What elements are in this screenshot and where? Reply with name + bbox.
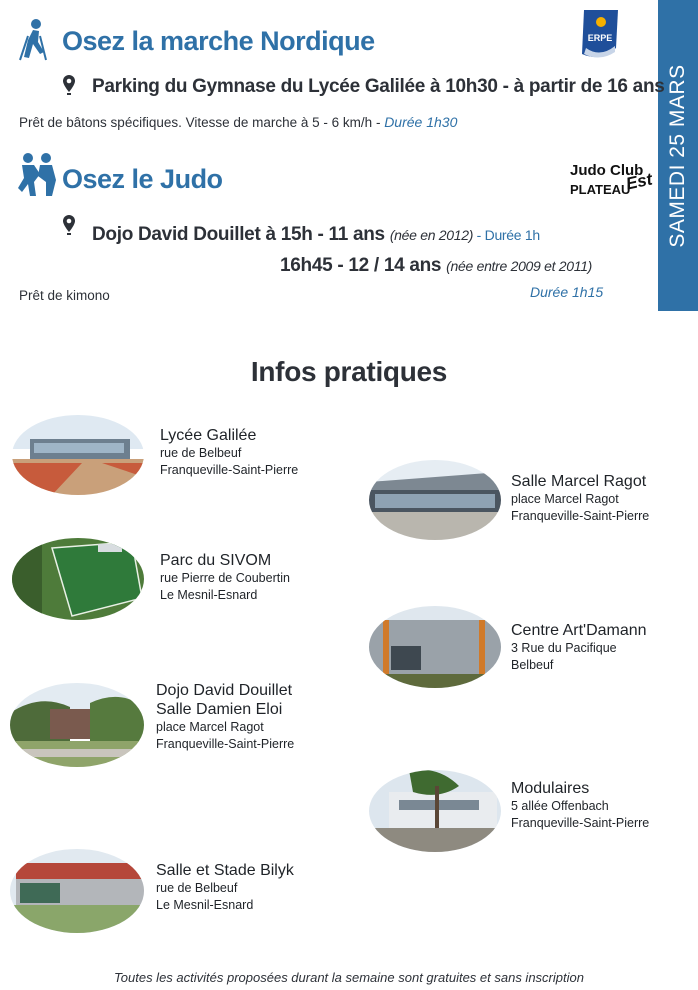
judo-session1-sep: -: [473, 227, 485, 243]
judo-club-logo-line2: PLATEAU: [570, 182, 631, 197]
place-address: rue de Belbeuf: [156, 881, 238, 895]
judo-session1-duration: Durée 1h: [484, 227, 540, 243]
place-name: Lycée Galilée: [160, 427, 257, 444]
place-parc-du-sivom: [160, 551, 290, 604]
erpe-logo: [578, 8, 622, 62]
lycee-galilee-photo: [12, 415, 144, 495]
salle-stade-bilyk-photo: [10, 849, 144, 933]
footer-note: Toutes les activités proposées durant la semaine sont gratuites et sans inscription: [114, 970, 584, 985]
judo-session1: [92, 224, 540, 246]
salle-marcel-ragot-photo: [369, 460, 501, 540]
place-address: rue de Belbeuf: [160, 446, 242, 460]
place-city: Le Mesnil-Esnard: [160, 588, 258, 602]
location-pin-icon: [62, 214, 76, 241]
place-name: Salle Marcel Ragot: [511, 473, 647, 490]
place-city: Franqueville-Saint-Pierre: [511, 816, 650, 830]
place-lycee-galilee: [160, 426, 298, 479]
place-centre-artdamann: [511, 621, 647, 674]
judo-session2-duration: Durée 1h15: [530, 284, 604, 300]
place-name: Centre Art'Damann: [511, 622, 647, 639]
place-salle-stade-bilyk: [156, 861, 294, 914]
nordic-location: Parking du Gymnase du Lycée Galilée à 10h30 - à partir de 16 ans: [92, 76, 665, 97]
nordic-title: Osez la marche Nordique: [62, 26, 375, 56]
centre-artdamann-photo: [369, 606, 501, 688]
judo-session2-main: 16h45 - 12 / 14 ans: [280, 255, 447, 276]
infos-title: Infos pratiques: [250, 356, 448, 387]
judo-kimono: Prêt de kimono: [19, 288, 110, 303]
nordic-duration: Durée 1h30: [384, 114, 458, 130]
place-name: Salle et Stade Bilyk: [156, 862, 294, 879]
nordic-details: [19, 114, 457, 130]
parc-du-sivom-photo: [12, 538, 144, 620]
place-address: place Marcel Ragot: [511, 492, 619, 506]
place-address: 5 allée Offenbach: [511, 799, 609, 813]
modulaires-photo: [369, 770, 501, 852]
location-pin-icon: [62, 74, 76, 101]
walker-icon: [16, 18, 50, 62]
place-city: Franqueville-Saint-Pierre: [160, 463, 299, 477]
place-address: 3 Rue du Pacifique: [511, 641, 617, 655]
place-salle-marcel-ragot: [511, 472, 649, 525]
place-address: rue Pierre de Coubertin: [160, 571, 290, 585]
judo-title: Osez le Judo: [62, 164, 223, 194]
judo-session2-note: (née entre 2009 et 2011): [446, 258, 593, 274]
date-band: [658, 0, 698, 311]
judo-club-logo-line1: Judo Club: [570, 162, 644, 179]
place-name: Modulaires: [511, 780, 590, 797]
judo-icon: [16, 152, 58, 198]
erpe-logo-text: ERPE: [587, 33, 613, 43]
nordic-details-text: Prêt de bâtons spécifiques. Vitesse de marche à 5 - 6 km/h -: [19, 115, 385, 130]
place-city: Belbeuf: [511, 658, 554, 672]
place-modulaires: [511, 779, 649, 832]
judo-session2: [280, 255, 592, 277]
judo-club-logo: [568, 160, 660, 210]
judo-session1-note: (née en 2012): [389, 227, 474, 243]
dojo-david-douillet-photo: [10, 683, 144, 767]
judo-club-logo-line3: Est: [624, 169, 655, 194]
place-city: Le Mesnil-Esnard: [156, 898, 254, 912]
place-address: place Marcel Ragot: [156, 720, 264, 734]
place-city: Franqueville-Saint-Pierre: [156, 737, 295, 751]
date-label: SAMEDI 25 MARS: [666, 63, 689, 248]
place-city: Franqueville-Saint-Pierre: [511, 509, 650, 523]
judo-session1-main: Dojo David Douillet à 15h - 11 ans: [92, 224, 390, 245]
place-dojo-david-douillet: [156, 681, 294, 753]
place-name-2: Salle Damien Eloi: [156, 701, 283, 718]
place-name: Dojo David Douillet: [156, 682, 293, 699]
place-name: Parc du SIVOM: [160, 552, 272, 569]
